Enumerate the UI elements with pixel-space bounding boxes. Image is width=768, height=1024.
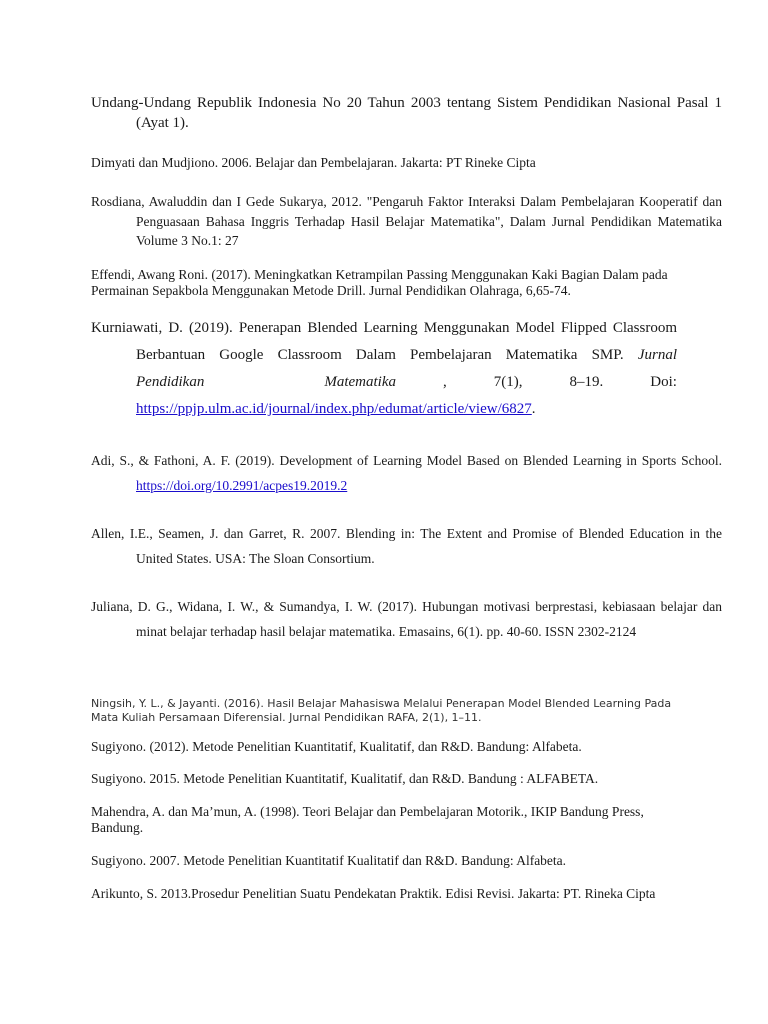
reference-adi bbox=[91, 448, 722, 498]
kurniawati-journal-name-3: Matematika bbox=[324, 374, 396, 390]
kurniawati-doi-label: Doi: bbox=[650, 374, 677, 390]
reference-kurniawati bbox=[91, 315, 677, 423]
reference-effendi: Effendi, Awang Roni. (2017). Meningkatkan Ketrampilan Passing Menggunakan Kaki Bagian Dalam pada Permainan Sepakbola Menggunakan Metode Drill. Jurnal Pendidikan Olahraga, 6,65-74. bbox=[91, 267, 668, 298]
kurniawati-line-2 bbox=[91, 342, 677, 369]
kurniawati-line-1: Kurniawati, D. (2019). Penerapan Blended Learning Menggunakan Model Flipped Classroom bbox=[91, 320, 677, 336]
kurniawati-journal-name-2: Pendidikan bbox=[136, 374, 205, 390]
reference-arikunto: Arikunto, S. 2013.Prosedur Penelitian Suatu Pendekatan Praktik. Edisi Revisi. Jakarta: PT. Rineka Cipta bbox=[91, 886, 656, 901]
reference-rosdiana: Rosdiana, Awaluddin dan I Gede Sukarya, 2012. "Pengaruh Faktor Interaksi Dalam Pembelajaran Kooperatif dan Penguasaan Bahasa Inggris Terhadap Hasil Belajar Matematika", Dalam Jurnal Pendidikan Matematika Volume 3 No.1: 27 bbox=[91, 194, 722, 248]
kurniawati-journal-name-1: Jurnal bbox=[637, 347, 677, 363]
reference-sugiyono-2007: Sugiyono. 2007. Metode Penelitian Kuantitatif Kualitatif dan R&D. Bandung: Alfabeta. bbox=[91, 853, 567, 868]
adi-text: Adi, S., & Fathoni, A. F. (2019). Development of Learning Model Based on Blended Learning in Sports School. bbox=[91, 453, 722, 468]
reference-mahendra: Mahendra, A. dan Ma’mun, A. (1998). Teori Belajar dan Pembelajaran Motorik., IKIP Bandung Press, Bandung. bbox=[91, 804, 644, 835]
reference-sugiyono-2012: Sugiyono. (2012). Metode Penelitian Kuantitatif, Kualitatif, dan R&D. Bandung: Alfabeta. bbox=[91, 739, 582, 754]
reference-juliana: Juliana, D. G., Widana, I. W., & Sumandya, I. W. (2017). Hubungan motivasi berprestasi, kebiasaan belajar dan minat belajar terhadap hasil belajar matematika. Emasains, 6(1). pp. 40-60. ISSN 2302-2124 bbox=[91, 599, 722, 639]
kurniawati-doi-link[interactable]: https://ppjp.ulm.ac.id/journal/index.php/edumat/article/view/6827 bbox=[136, 401, 532, 417]
kurniawati-volume: , bbox=[443, 374, 447, 390]
reference-sugiyono-2015: Sugiyono. 2015. Metode Penelitian Kuantitatif, Kualitatif, dan R&D. Bandung : ALFABETA. bbox=[91, 771, 599, 786]
reference-uu-sisdiknas: Undang-Undang Republik Indonesia No 20 Tahun 2003 tentang Sistem Pendidikan Nasional Pasal 1 (Ayat 1). bbox=[91, 95, 722, 131]
reference-allen: Allen, I.E., Seamen, J. dan Garret, R. 2007. Blending in: The Extent and Promise of Blended Education in the United States. USA: The Sloan Consortium. bbox=[91, 526, 722, 566]
adi-doi-link[interactable]: https://doi.org/10.2991/acpes19.2019.2 bbox=[136, 478, 348, 493]
kurniawati-end: . bbox=[531, 401, 536, 417]
reference-dimyati: Dimyati dan Mudjiono. 2006. Belajar dan Pembelajaran. Jakarta: PT Rineke Cipta bbox=[91, 155, 536, 170]
reference-ningsih: Ningsih, Y. L., & Jayanti. (2016). Hasil Belajar Mahasiswa Melalui Penerapan Model Blended Learning Pada Mata Kuliah Persamaan Diferensial. Jurnal Pendidikan RAFA, 2(1), 1–11. bbox=[91, 697, 672, 724]
kurniawati-journal-name-3-wrap bbox=[204, 369, 677, 396]
kurniawati-line-2-text: Berbantuan Google Classroom Dalam Pembelajaran Matematika SMP. bbox=[136, 347, 638, 363]
kurniawati-pages: 8–19. bbox=[569, 374, 604, 390]
kurniawati-issue: 7(1), bbox=[493, 374, 523, 390]
kurniawati-line-4 bbox=[91, 396, 677, 423]
kurniawati-line-3 bbox=[91, 369, 677, 396]
